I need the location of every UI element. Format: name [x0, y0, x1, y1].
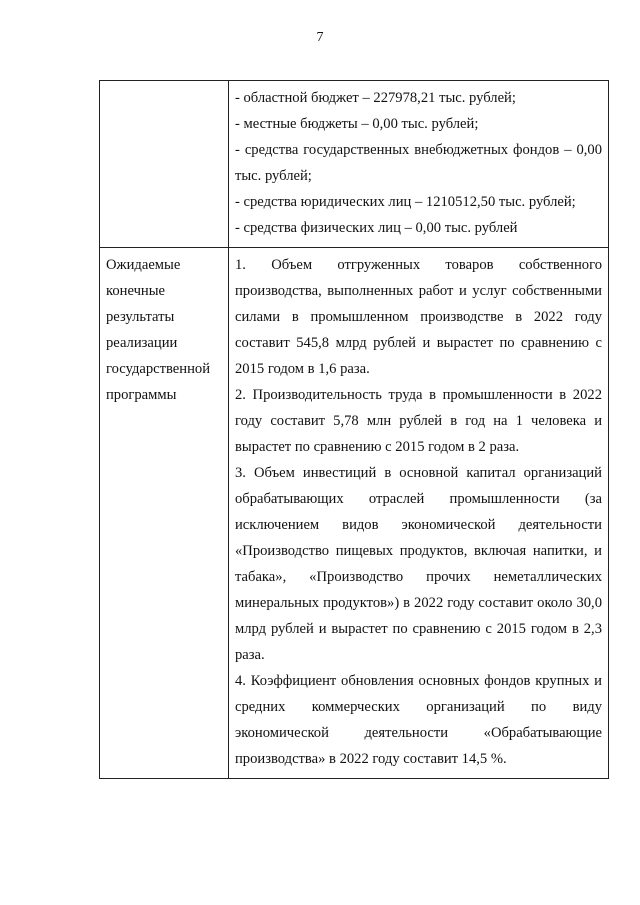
results-label-line: результаты: [106, 309, 175, 325]
results-label-line: конечные: [106, 283, 166, 299]
results-label-line: программы: [106, 387, 177, 403]
expected-results-cell: [229, 248, 609, 779]
program-passport-table: [99, 80, 609, 779]
funding-item-regional-budget: - областной бюджет – 227978,21 тыс. рублей;: [235, 90, 516, 106]
results-label-line: государственной: [106, 361, 211, 377]
funding-item-legal-entities: - средства юридических лиц – 1210512,50 тыс. рублей;: [235, 194, 576, 210]
result-item-shipped-goods: 1. Объем отгруженных товаров собственного производства, выполненных работ и услуг собственными силами в промышленном производстве в 2022 году составит 545,8 млрд рублей и вырастет по сравнению с 2015 годом в 1,6 раза.: [235, 257, 602, 377]
result-item-investments: 3. Объем инвестиций в основной капитал организаций обрабатывающих отраслей промышленности (за исключением видов экономической деятельности «Производство пищевых продуктов, включая напитки, и табака», «Производство прочих неметаллических минеральных продуктов») в 2022 году составит около 30,0 млрд рублей и вырастет по сравнению с 2015 годом в 2,3 раза.: [235, 465, 602, 663]
results-label-line: Ожидаемые: [106, 257, 181, 273]
funding-item-extrabudgetary-funds: - средства государственных внебюджетных фондов – 0,00 тыс. рублей;: [235, 142, 602, 184]
expected-results-label-cell: [100, 248, 229, 779]
funding-row: [100, 81, 609, 248]
funding-label-cell: [100, 81, 229, 248]
result-item-renewal-coefficient: 4. Коэффициент обновления основных фондов крупных и средних коммерческих организаций по виду экономической деятельности «Обрабатывающие производства» в 2022 году составит 14,5 %.: [235, 673, 602, 767]
funding-item-individuals: - средства физических лиц – 0,00 тыс. рублей: [235, 220, 518, 236]
results-label-line: реализации: [106, 335, 178, 351]
funding-item-local-budgets: - местные бюджеты – 0,00 тыс. рублей;: [235, 116, 479, 132]
result-item-labor-productivity: 2. Производительность труда в промышленности в 2022 году составит 5,78 млн рублей в год на 1 человека и вырастет по сравнению с 2015 годом в 2 раза.: [235, 387, 602, 455]
page-number: 7: [316, 30, 324, 45]
expected-results-row: [100, 248, 609, 779]
funding-sources-cell: [229, 81, 609, 248]
